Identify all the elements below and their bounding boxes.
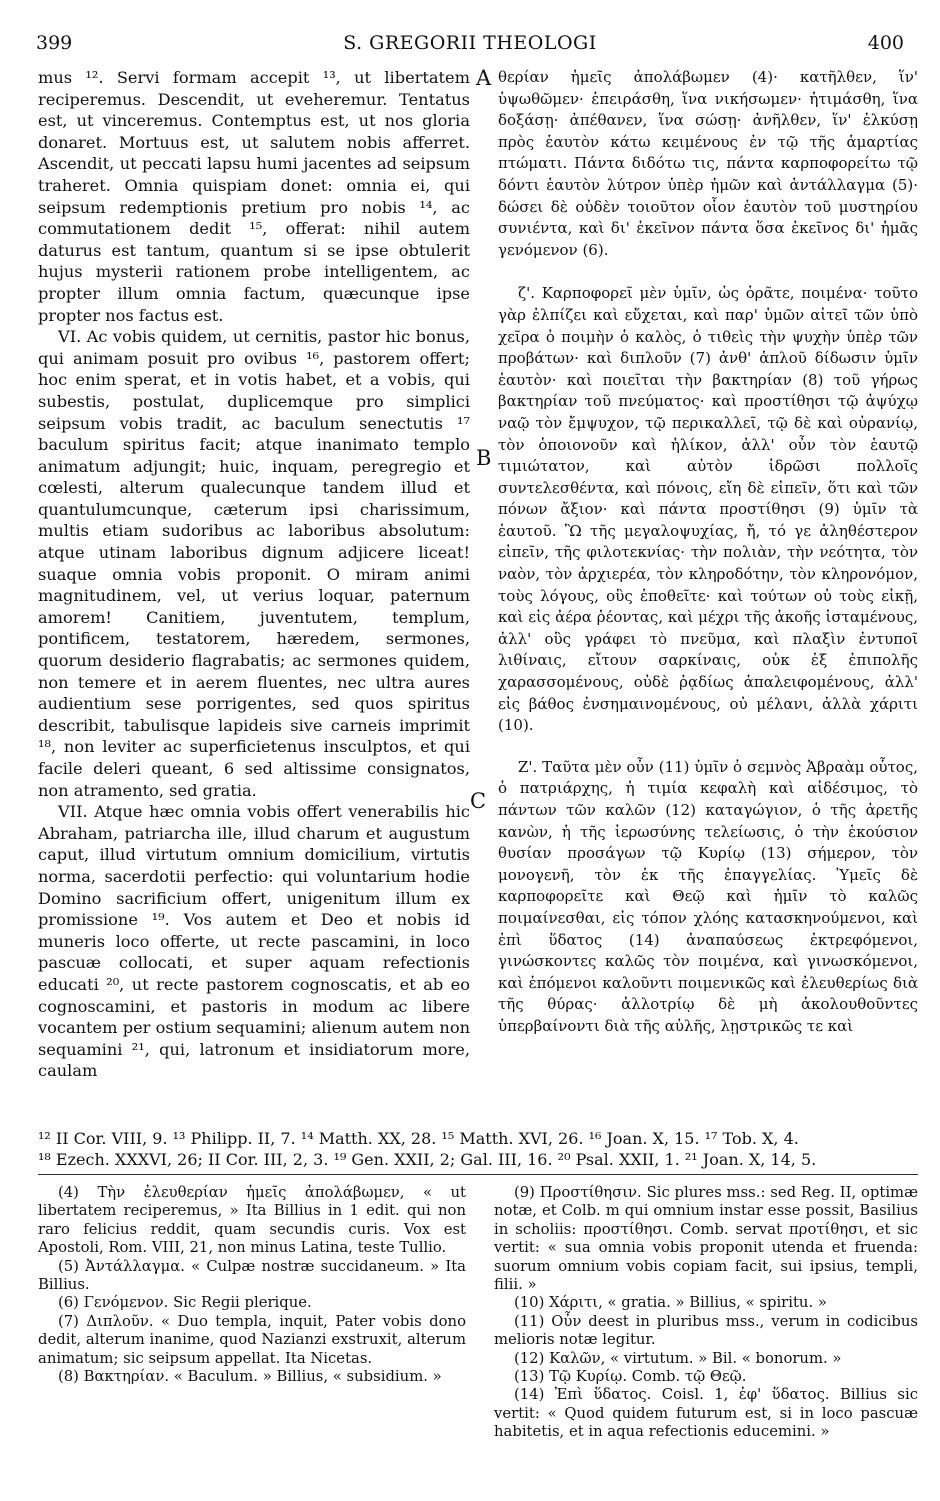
greek-paragraph-3: Ζ'. Ταῦτα μὲν οὖν (11) ὑμῖν ὁ σεμνὸς Ἀβραὰμ οὗτος, ὁ πατριάρχης, ἡ τιμία κεφαλὴ καὶ αἰδέσιμος, τὸ πάντων τῶν καλῶν (12) καταγώγιον, ὁ τῆς ἀρετῆς κανὼν, ἡ τῆς ἱερωσύνης τελείωσις, ὁ τὴν ἑκούσιον θυσίαν προσάγων τῷ Κυρίῳ (13) σήμερον, τὸν μονογενῆ, τὸν ἐκ τῆς ἐπαγγελίας. Ὑμεῖς δὲ καρποφορεῖτε καὶ Θεῷ καὶ ἡμῖν τὸ καλῶς ποιμαίνεσθαι, εἰς τόπον χλόης κατασκηνούμενοι, καὶ ἐπὶ ὕδατος (14) ἀναπαύσεως ἐκτρεφόμενοι, γινώσκοντες καλῶς τὸν ποιμένα, καὶ γινωσκόμενοι, καὶ ἑπόμενοι καλοῦντι ποιμενικῶς καὶ ἐλευθερίως διὰ τῆς θύρας· ἀλλοτρίῳ δὲ μὴ ἀκολουθοῦντες ὑπερβαίνοντι διὰ τῆς αὐλῆς, λῃστρικῶς τε καὶ <box>498 757 918 1035</box>
scripture-references <box>38 1128 918 1170</box>
footnote: (4) Τὴν ἐλευθερίαν ἡμεῖς ἀπολάβωμεν, « ut libertatem reciperemus, » Ita Billius in 1 edit. qui non raro felicius reddit, quam secundis curis. Vox est Apostoli, Rom. VIII, 21, non minus Latina, teste Tullio. <box>38 1184 466 1257</box>
footnote: (10) Χάριτι, « gratia. » Billius, « spiritu. » <box>514 1294 827 1312</box>
footnote: (7) Διπλοῦν. « Duo templa, inquit, Pater vobis dono dedit, alterum inanime, quod Nazianzi exstruxit, alterum animatum; sic seipsum appellat. Ita Nicetas. <box>38 1312 466 1367</box>
footnote-divider <box>38 1174 918 1175</box>
page-number-left: 399 <box>36 32 73 54</box>
section-marker-a: A <box>476 66 492 90</box>
section-marker-c: C <box>470 789 487 813</box>
footnote: (6) Γενόμενον. Sic Regii plerique. <box>58 1294 312 1312</box>
scripture-references-line-2: ¹⁸ Ezech. XXXVI, 26; II Cor. III, 2, 3. ¹⁹ Gen. XXII, 2; Gal. III, 16. ²⁰ Psal. XXII, 1. ²¹ Joan. X, 14, 5. <box>38 1150 817 1169</box>
footnote: (14) Ἐπὶ ὕδατος. Coisl. 1, ἐφ' ὕδατος. Billius sic vertit: « Quod quidem futurum est, si in loco pascuæ habitetis, et in aqua refectionis educemini. » <box>494 1386 918 1441</box>
footnote: (8) Βακτηρίαν. « Baculum. » Billius, « subsidium. » <box>58 1368 442 1386</box>
scripture-references-line-1: ¹² II Cor. VIII, 9. ¹³ Philipp. II, 7. ¹⁴ Matth. XX, 28. ¹⁵ Matth. XVI, 26. ¹⁶ Joan. X, 15. ¹⁷ Tob. X, 4. <box>38 1129 799 1148</box>
latin-column <box>38 67 470 1082</box>
greek-column <box>498 67 918 1038</box>
section-marker-b: B <box>476 446 492 470</box>
greek-paragraph-2: ζ'. Καρποφορεῖ μὲν ὑμῖν, ὡς ὁρᾶτε, ποιμένα· τοῦτο γὰρ ἐλπίζει καὶ εὔχεται, καὶ παρ' ὑμῶν αἰτεῖ τῶν ὑπὸ χεῖρα ὁ ποιμὴν ὁ καλὸς, ὁ τιθεὶς τὴν ψυχὴν ὑπὲρ τῶν προβάτων· καὶ διπλοῦν (7) ἀνθ' ἁπλοῦ δίδωσιν ὑμῖν ἑαυτὸν· καὶ ποιεῖται τὴν βακτηρίαν (8) τοῦ γήρως βακτηρίαν τοῦ πνεύματος· καὶ προστίθησι τῷ ἀψύχῳ ναῷ τὸν ἔμψυχον, τῷ περικαλλεῖ, τῷ δὲ καὶ οὐρανίῳ, τὸν ὁποιονοῦν καὶ ἡλίκον, ἀλλ' οὖν τὸν ἑαυτῷ τιμιώτατον, καὶ αὐτὸν ἱδρῶσι πολλοῖς συντελεσθέντα, καὶ πόνοις, εἴη δὲ εἰπεῖν, ὅτι καὶ τῶν πόνων ἄξιον· καὶ πάντα προστίθησι (9) ὑμῖν τὰ ἑαυτοῦ. Ὢ τῆς μεγαλοψυχίας, ἤ, τό γε ἀληθέστερον εἰπεῖν, τῆς φιλοτεκνίας· τὴν πολιὰν, τὴν νεότητα, τὸν ναὸν, τὸν ἀρχιερέα, τὸν κληροδότην, τὸν κληρονόμον, τοὺς λόγους, οὓς ἐποθεῖτε· καὶ τούτων οὐ τοὺς εἰκῇ, καὶ εἰς ἀέρα ῥέοντας, καὶ μέχρι τῆς ἀκοῆς ἱσταμένους, ἀλλ' οὓς γράφει τὸ πνεῦμα, καὶ πλαξὶν ἐντυποῖ λιθίναις, εἴτουν σαρκίναις, οὐκ ἐξ ἐπιπολῆς χαρασσομένους, οὐδὲ ῥᾳδίως ἀπαλειφομένους, ἀλλ' εἰς βάθος ἐνσημαινομένους, οὐ μέλανι, ἀλλὰ χάριτι (10). <box>498 284 918 735</box>
footnote: (12) Καλῶν, « virtutum. » Bil. « bonorum. » <box>514 1349 842 1367</box>
greek-paragraph-1: θερίαν ἡμεῖς ἀπολάβωμεν (4)· κατῆλθεν, ἵν' ὑψωθῶμεν· ἐπειράσθη, ἵνα νικήσωμεν· ἠτιμάσθη, ἵνα δοξάσῃ· ἀπέθανεν, ἵνα σώσῃ· ἀνῆλθεν, ἵν' ἑλκύσῃ πρὸς ἑαυτὸν κάτω κειμένους ἐν τῷ τῆς ἁμαρτίας πτώματι. Πάντα διδότω τις, πάντα καρποφορείτω τῷ δόντι ἑαυτὸν λύτρον ὑπὲρ ἡμῶν καὶ ἀντάλλαγμα (5)· δώσει δὲ οὐδὲν τοιοῦτον οἷον ἑαυτὸν τοῦ μυστηρίου συνιέντα, καὶ δι' ἐκεῖνον πάντα ὅσα ἐκεῖνος δι' ἡμᾶς γενόμενον (6). <box>498 68 918 259</box>
latin-paragraph-2: VI. Ac vobis quidem, ut cernitis, pastor hic bonus, qui animam posuit pro ovibus ¹⁶, pastorem offert; hoc enim sperat, et in votis habet, et a vobis, qui subestis, postulat, duplicemque pro simplici seipsum vobis tradit, ac baculum senectutis ¹⁷ baculum spiritus facit; atque inanimato templo animatum adjungit; huic, inquam, peregregio et cœlesti, alterum qualecunque tandem illud et quantulumcunque, cæterum ipsi charissimum, multis etiam sudoribus ac laboribus absolutum: atque utinam laboribus dignum adjicere liceat! suaque omnia vobis proponit. O miram animi magnitudinem, vel, ut verius loquar, paternum amorem! Canitiem, juventutem, templum, pontificem, testatorem, hæredem, sermones, quorum desiderio flagrabatis; ac sermones quidem, non temere et in aerem fluentes, nec ultra aures audientium sese porrigentes, sed quos spiritus describit, tabulisque lapideis sive carneis imprimit ¹⁸, non leviter ac superficietenus insculptos, et qui facile deleri queant, 6 sed altissime consignatos, non atramento, sed gratia. <box>38 327 470 800</box>
latin-paragraph-3: VII. Atque hæc omnia vobis offert venerabilis hic Abraham, patriarcha ille, illud charum et augustum caput, illud virtutum omnium domicilium, virtutis norma, sacerdotii perfectio: qui voluntarium hodie Domino sacrificium offert, unigenitum illum ex promissione ¹⁹. Vos autem et Deo et nobis id muneris loco offerte, ut recte pascamini, in loco pascuæ collocati, et super aquam refectionis educati ²⁰, ut recte pastorem cognoscatis, et ab eo cognoscamini, et pastoris in modum ac libere vocantem per ostium sequamini; alienum autem non sequamini ²¹, qui, latronum et insidiatorum more, caulam <box>38 802 470 1081</box>
running-title: S. GREGORII THEOLOGI <box>343 32 597 54</box>
page-header <box>36 32 904 60</box>
latin-paragraph-1: mus ¹². Servi formam accepit ¹³, ut libertatem reciperemus. Descendit, ut eveheremur. Tentatus est, ut vinceremus. Contemptus est, ut nos gloria donaret. Mortuus est, ut salutem nobis afferret. Ascendit, ut peccati lapsu humi jacentes ad seipsum traheret. Omnia quispiam donet: omnia ei, qui seipsum redemptionis pretium pro nobis ¹⁴, ac commutationem dedit ¹⁵, offerat: nihil autem daturus est tantum, quantum si se ipse obtulerit hujus mysterii rationem probe intelligentem, ac propter illum omnia factum, quæcunque ipse propter nos factus est. <box>38 68 470 325</box>
footnotes-right <box>494 1184 918 1442</box>
page-number-right: 400 <box>867 32 904 54</box>
footnote: (11) Οὖν deest in pluribus mss., verum in codicibus melioris notæ legitur. <box>494 1312 918 1349</box>
footnotes-left <box>38 1184 466 1386</box>
footnote: (13) Τῷ Κυρίῳ. Comb. τῷ Θεῷ. <box>514 1368 747 1386</box>
footnote: (5) Ἀντάλλαγμα. « Culpæ nostræ succidaneum. » Ita Billius. <box>38 1257 466 1294</box>
footnote: (9) Προστίθησιν. Sic plures mss.: sed Reg. II, optimæ notæ, et Colb. m qui omnium instar esse possit, Basilius in scholiis: προστίθησι. Comb. servat προτίθησι, et sic vertit: « sua omnia vobis proponit utenda et fruenda: suorum omnium vobis copiam facit, sui ipsius, templi, filii. » <box>494 1184 918 1294</box>
